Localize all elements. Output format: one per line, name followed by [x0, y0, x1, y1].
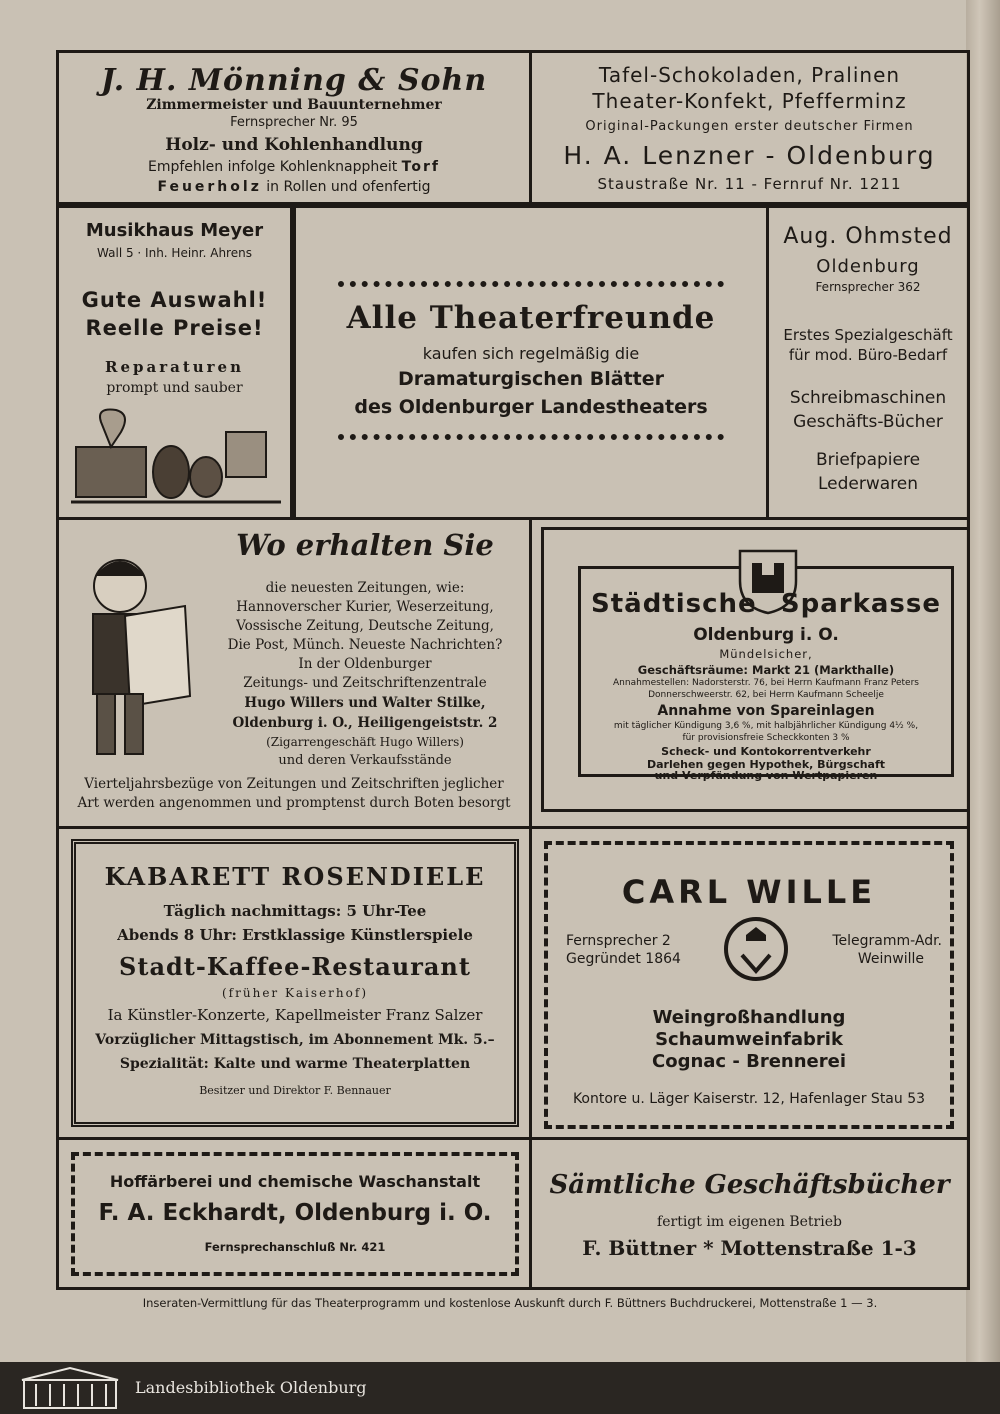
moenning-name: J. H. Mönning & Sohn [100, 63, 488, 98]
ad-buettner [529, 1137, 970, 1290]
wille-name: CARL WILLE [621, 873, 877, 911]
wille-line1: Weingroßhandlung [652, 1007, 846, 1028]
moenning-business: Holz- und Kohlenhandlung [165, 135, 423, 155]
willers-owners: Hugo Willers und Walter Stilke, [244, 695, 486, 711]
sparkasse-rate2: für provisionsfreie Scheckkonten 3 % [682, 733, 850, 743]
buettner-line2: F. Büttner * Mottenstraße 1-3 [582, 1236, 917, 1260]
ad-theater [293, 205, 769, 520]
ohmsted-line4: Geschäfts-Bücher [793, 412, 943, 432]
ohmsted-line2: für mod. Büro-Bedarf [788, 346, 948, 364]
ad-sparkasse [578, 566, 954, 782]
gramophone-box [76, 447, 146, 497]
kabarett-tea: Täglich nachmittags: 5 Uhr-Tee [163, 902, 427, 920]
wille-line3: Cognac - Brennerei [652, 1051, 846, 1072]
theater-line3: des Oldenburger Landestheaters [354, 396, 708, 418]
meyer-name: Musikhaus Meyer [85, 220, 264, 241]
kabarett-concert: Ia Künstler-Konzerte, Kapellmeister Franz Salzer [107, 1006, 483, 1024]
moenning-line1-text: Empfehlen infolge Kohlenknappheit [148, 159, 398, 175]
eckhardt-phone: Fernsprechanschluß Nr. 421 [204, 1240, 386, 1254]
kabarett-name: KABARETT ROSENDIELE [104, 862, 486, 891]
willers-address: Oldenburg i. O., Heiligengeiststr. 2 [232, 715, 498, 731]
kabarett-restaurant: Stadt-Kaffee-Restaurant [119, 952, 471, 981]
sparkasse-loan2: und Verpfändung von Wertpapieren [654, 769, 878, 782]
sparkasse-check: Scheck- und Kontokorrentverkehr [661, 745, 871, 758]
willers-line-4: In der Oldenburger [298, 656, 432, 672]
willers-line-1: Hannoverscher Kurier, Weserzeitung, [236, 599, 494, 615]
sparkasse-rooms: Geschäftsräume: Markt 21 (Markthalle) [637, 663, 895, 677]
ohmsted-city: Oldenburg [816, 256, 920, 277]
moenning-torf: Torf [401, 159, 440, 175]
willers-line-5: Zeitungs- und Zeitschriftenzentrale [243, 675, 487, 691]
sparkasse-branch1: Annahmestellen: Nadorsterstr. 76, bei Herrn Kaufmann Franz Peters [613, 678, 919, 688]
ad-meyer [56, 205, 293, 520]
moenning-line2-text: in Rollen und ofenfertig [266, 179, 431, 195]
library-footer-label: Landesbibliothek Oldenburg [135, 1378, 367, 1397]
instruments-illustration [71, 402, 281, 512]
newspaper-reader-illustration [65, 546, 195, 776]
moenning-trade: Zimmermeister und Bauunternehmer [146, 97, 442, 113]
meyer-slogan1: Gute Auswahl! [81, 288, 268, 312]
meyer-slogan2: Reelle Preise! [85, 316, 264, 340]
moenning-line2 [59, 179, 529, 195]
kabarett-special: Spezialität: Kalte und warme Theaterplatten [119, 1056, 471, 1072]
sparkasse-branch2: Donnerschweerstr. 62, bei Herrn Kaufmann Scheelje [648, 690, 884, 700]
mandolin-icon [190, 457, 222, 497]
sparkasse-right: Sparkasse [780, 589, 941, 619]
wille-emblem-icon [716, 913, 796, 983]
theater-line1: kaufen sich regelmäßig die [422, 344, 640, 363]
buettner-line1: fertigt im eigenen Betrieb [657, 1214, 842, 1230]
wille-address: Kontore u. Läger Kaiserstr. 12, Hafenlager Stau 53 [572, 1091, 926, 1107]
ohmsted-line3: Schreibmaschinen [789, 388, 947, 408]
eckhardt-line1: Hoffärberei und chemische Waschanstalt [109, 1172, 481, 1191]
ad-eckhardt [71, 1152, 519, 1276]
willers-shop: (Zigarrengeschäft Hugo Willers) [266, 735, 464, 749]
sparkasse-deposit: Annahme von Spareinlagen [657, 703, 875, 719]
lenzner-name: H. A. Lenzner - Oldenburg [563, 141, 936, 170]
willers-headline: Wo erhalten Sie [236, 528, 494, 562]
reader-leg-right [125, 694, 143, 754]
meyer-repair2: prompt und sauber [106, 380, 243, 396]
kabarett-lunch: Vorzüglicher Mittagstisch, im Abonnement Mk. 5.– [95, 1032, 495, 1048]
theater-rule-bottom [338, 434, 724, 440]
ad-wille [544, 841, 954, 1129]
wille-telegram2: Weinwille [857, 951, 924, 967]
ad-sparkasse-outer [541, 527, 970, 812]
ohmsted-name: Aug. Ohmsted [783, 224, 953, 249]
reader-hair [95, 561, 145, 576]
willers-footer2: Art werden angenommen und promptenst durch Boten besorgt [77, 795, 511, 811]
moenning-line1 [59, 159, 529, 175]
kabarett-evening: Abends 8 Uhr: Erstklassige Künstlerspiele [117, 926, 473, 944]
willers-footer1: Vierteljahrsbezüge von Zeitungen und Zeitschriften jeglicher [84, 776, 504, 792]
ohmsted-line5: Briefpapiere [815, 450, 921, 470]
ohmsted-line1: Erstes Spezialgeschäft [783, 326, 953, 344]
reader-leg-left [97, 694, 115, 754]
gramophone-horn [100, 410, 125, 448]
ohmsted-line6: Lederwaren [817, 474, 919, 494]
sparkasse-rate1: mit täglicher Kündigung 3,6 %, mit halbjährlicher Kündigung 4½ %, [613, 721, 919, 731]
meyer-repair: Reparaturen [104, 358, 245, 376]
moenning-phone: Fernsprecher Nr. 95 [230, 115, 358, 130]
wille-phone: Fernsprecher 2 [566, 933, 671, 949]
lenzner-address: Staustraße Nr. 11 - Fernruf Nr. 1211 [597, 175, 902, 193]
bottom-note: Inseraten-Vermittlung für das Theaterprogramm und kostenlose Auskunft durch F. Büttners Buchdruckerei, Mottenstraße 1 — 3. [142, 1296, 878, 1310]
lenzner-line3: Original-Packungen erster deutscher Firmen [585, 119, 914, 134]
sparkasse-safe: Mündelsicher, [719, 647, 813, 661]
kabarett-owner: Besitzer und Direktor F. Bennauer [199, 1084, 391, 1097]
ad-lenzner [529, 50, 970, 205]
buettner-headline: Sämtliche Geschäftsbücher [549, 1170, 950, 1200]
ad-wille-cell [529, 826, 970, 1140]
page-edge [966, 0, 1000, 1362]
ad-moenning [56, 50, 532, 205]
ad-willers [56, 517, 532, 829]
meyer-owner: Wall 5 · Inh. Heinr. Ahrens [97, 246, 252, 260]
willers-line-3: Die Post, Münch. Neueste Nachrichten? [227, 637, 503, 653]
ohmsted-phone: Fernsprecher 362 [815, 280, 921, 294]
lenzner-line2: Theater-Konfekt, Pfefferminz [592, 89, 907, 113]
sparkasse-loan1: Darlehen gegen Hypothek, Bürgschaft [646, 758, 886, 771]
willers-line-0: die neuesten Zeitungen, wie: [265, 580, 465, 596]
sparkasse-left: Städtische [591, 589, 757, 619]
newspaper-icon [125, 606, 190, 706]
violin-icon [153, 446, 189, 498]
library-building-icon [20, 1366, 120, 1410]
theater-rule-top [338, 281, 724, 287]
kabarett-former: (früher Kaiserhof) [222, 986, 368, 1000]
wille-telegram: Telegramm-Adr. [832, 933, 942, 949]
theater-line2: Dramaturgischen Blätter [397, 368, 665, 390]
wille-founded: Gegründet 1864 [566, 951, 681, 967]
ad-ohmsted [766, 205, 970, 520]
ad-kabarett [71, 839, 519, 1127]
theater-headline: Alle Theaterfreunde [346, 300, 716, 336]
lenzner-line1: Tafel-Schokoladen, Pralinen [598, 63, 901, 87]
ad-eckhardt-cell [56, 1137, 532, 1290]
wille-line2: Schaumweinfabrik [655, 1029, 843, 1050]
moenning-feuerholz: Feuerholz [157, 179, 262, 195]
willers-line-2: Vossische Zeitung, Deutsche Zeitung, [236, 618, 494, 634]
willers-stands: und deren Verkaufsstände [278, 753, 452, 768]
ad-kabarett-cell [56, 826, 532, 1140]
accordion-icon [226, 432, 266, 477]
eckhardt-name: F. A. Eckhardt, Oldenburg i. O. [98, 1200, 492, 1226]
sparkasse-city: Oldenburg i. O. [693, 625, 839, 645]
